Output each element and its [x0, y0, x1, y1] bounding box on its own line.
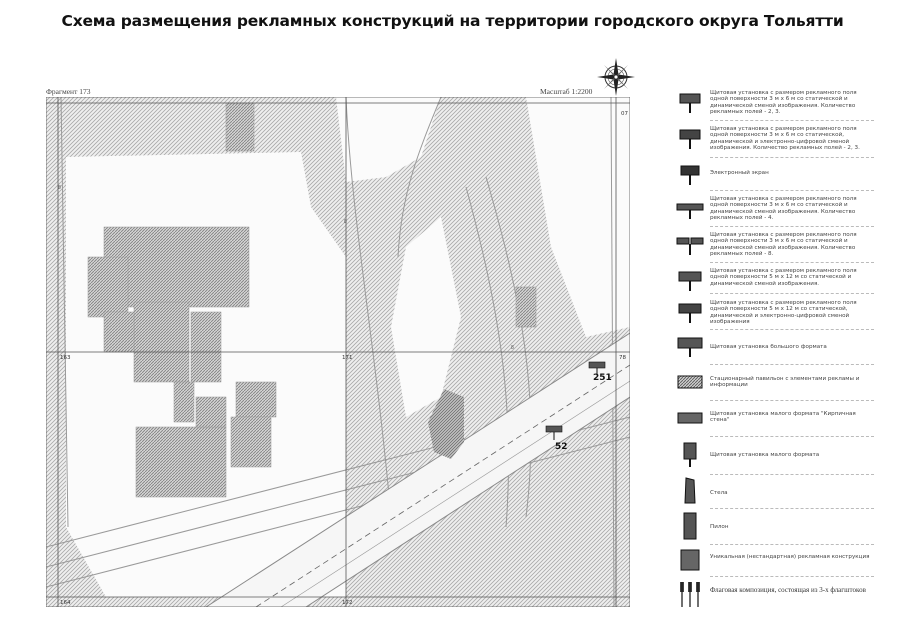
billboard-4-fields-icon — [676, 200, 704, 220]
svg-text:164: 164 — [60, 600, 71, 606]
construction-label-52: 52 — [555, 442, 568, 452]
billboard-5x12-icon — [676, 270, 704, 292]
fragment-label: Фрагмент 173 — [46, 87, 91, 96]
legend-text: Щитовая установка большого формата — [710, 344, 827, 350]
electronic-screen-icon — [676, 164, 704, 186]
billboard-3x6-electronic-icon — [676, 128, 704, 150]
legend-text: Щитовая установка с размером рекламного поля одной поверхности 3 м х 6 м со статической, динамической и электронно-цифровой сменой изображения. Количество рекламных полей - 2, 3. — [710, 126, 860, 152]
legend-text: Щитовая установка с размером рекламного поля одной поверхности 5 м х 12 м со статической и динамической сменой изображения. — [710, 268, 857, 287]
legend-text: Щитовая установка с размером рекламного поля одной поверхности 3 м х 6 м со статической и динамической сменой изображения. Количество рекламных полей - 8. — [710, 232, 857, 258]
svg-text:07: 07 — [621, 111, 628, 117]
construction-label-251: 251 — [593, 373, 612, 383]
legend-text: Уникальная (нестандартная) рекламная конструкция — [710, 554, 870, 560]
legend-text: Пилон — [710, 524, 729, 530]
unique-construction-icon — [676, 548, 704, 572]
billboard-8-fields-icon — [676, 236, 704, 256]
svg-text:78: 78 — [619, 355, 626, 361]
small-format-wall-billboard-icon — [676, 412, 704, 424]
legend — [676, 88, 876, 613]
legend-text: Щитовая установка малого формата — [710, 452, 820, 458]
legend-text: Стела — [710, 490, 728, 496]
legend-text: Щитовая установка с размером рекламного поля одной поверхности 3 м х 6 м со статической и динамической сменой изображения. Количество рекламных полей - 4. — [710, 196, 857, 222]
legend-text: Стационарный павильон с элементами рекламы и информации — [710, 376, 860, 389]
large-format-billboard-icon — [676, 336, 704, 358]
compass-rose-icon — [596, 57, 636, 97]
annotation: 8 — [511, 345, 514, 351]
small-format-billboard-icon — [676, 442, 704, 468]
billboard-3x6-static-dynamic-icon — [676, 92, 704, 114]
annotation: 8 — [58, 185, 61, 191]
billboard-5x12-electronic-icon — [676, 302, 704, 324]
svg-text:172: 172 — [342, 600, 353, 606]
scale-label: Масштаб 1:2200 — [540, 87, 593, 96]
legend-text: Электронный экран — [710, 170, 769, 176]
map-fragment[interactable] — [46, 97, 630, 607]
annotation: 8 — [344, 219, 347, 225]
pylon-icon — [676, 512, 704, 540]
legend-text: Щитовая установка с размером рекламного поля одной поверхности 5 м х 12 м со статической, динамической и электронно-цифровой сменой изображения — [710, 300, 857, 326]
stationary-pavilion-icon — [676, 374, 704, 390]
legend-text: Флаговая композиция, состоящая из 3-х флагштоков — [710, 586, 866, 594]
flag-composition-icon — [676, 580, 704, 608]
building-small — [516, 287, 536, 327]
svg-text:163: 163 — [60, 355, 71, 361]
svg-text:171: 171 — [342, 355, 353, 361]
legend-text: Щитовая установка малого формата "Кирпичная стена" — [710, 411, 856, 424]
stela-icon — [676, 476, 704, 504]
legend-text: Щитовая установка с размером рекламного поля одной поверхности 3 м х 6 м со статической и динамической сменой изображения. Количество рекламных полей - 2, 3. — [710, 90, 857, 116]
page-title: Схема размещения рекламных конструкций на территории городского округа Тольятти — [61, 12, 844, 30]
